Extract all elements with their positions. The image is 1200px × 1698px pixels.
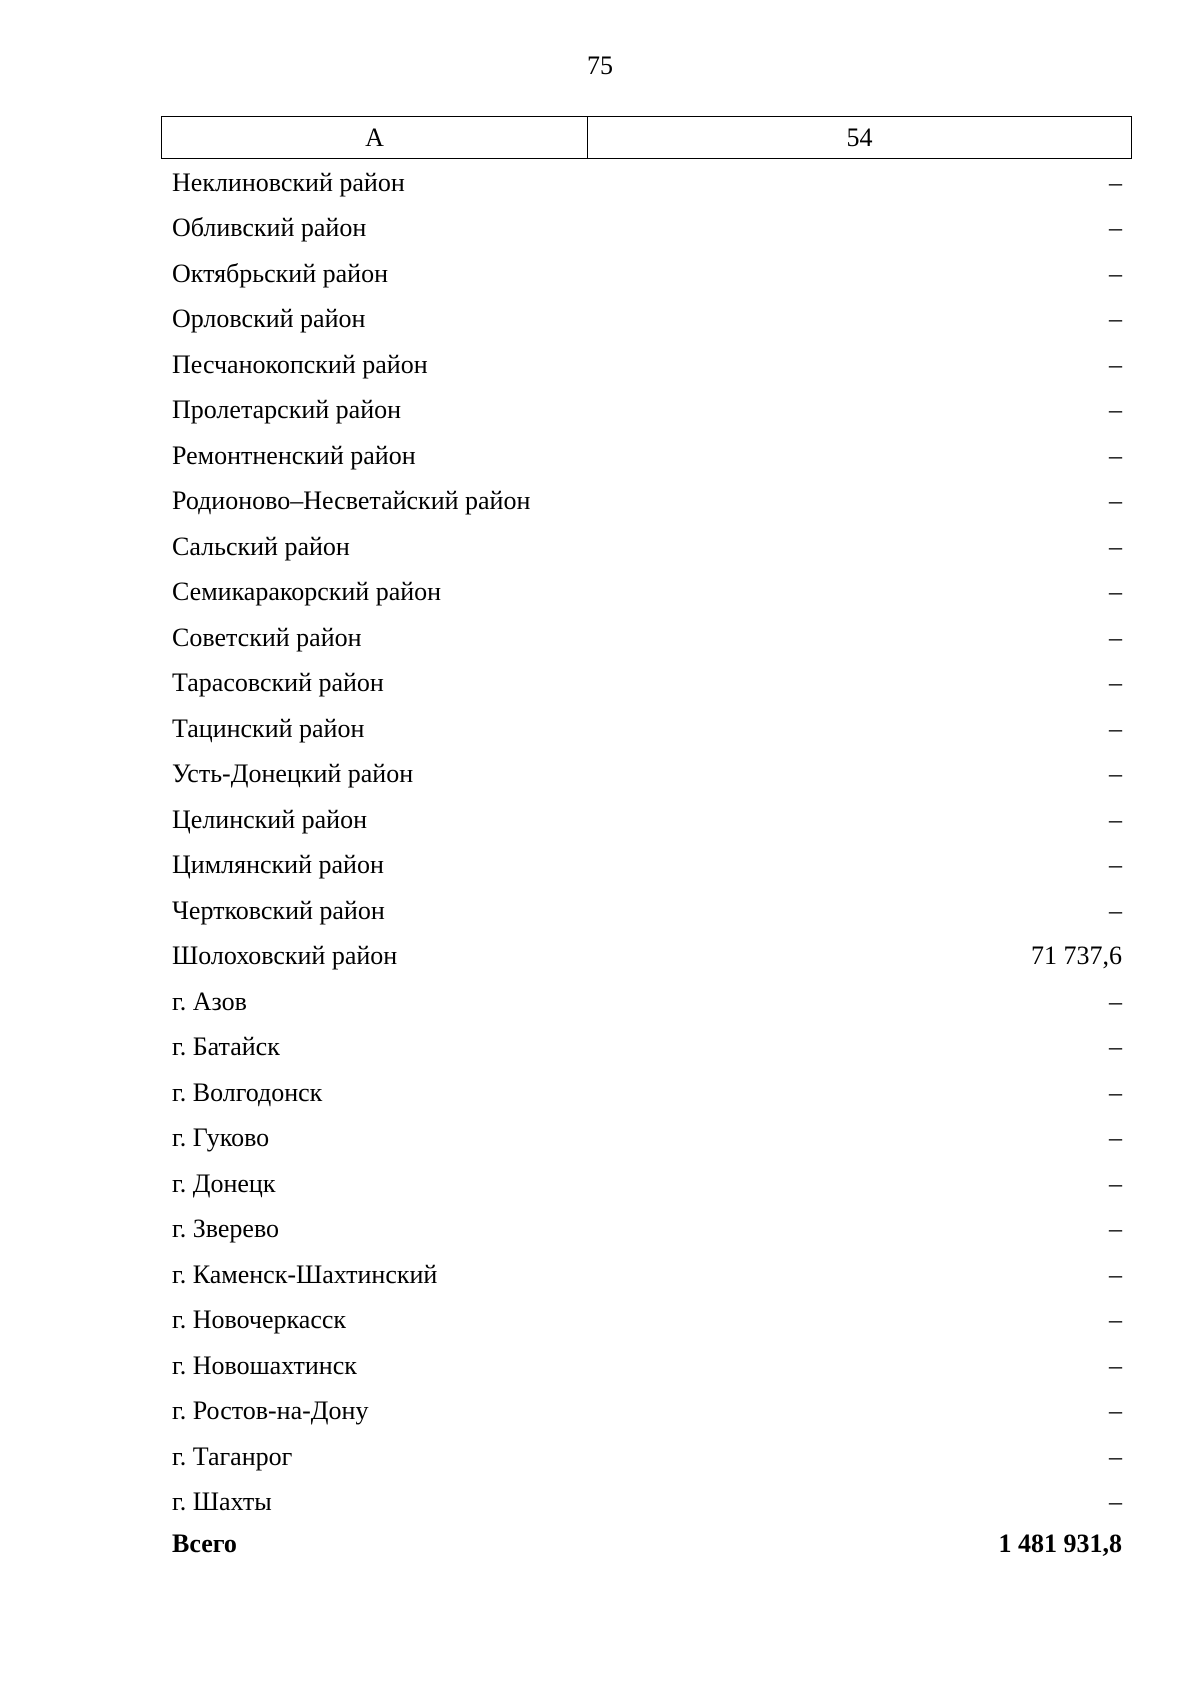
row-name: Октябрьский район bbox=[172, 258, 388, 288]
row-name: г. Новошахтинск bbox=[172, 1350, 357, 1380]
total-label: Всего bbox=[172, 1529, 237, 1558]
row-name: Ремонтненский район bbox=[172, 440, 416, 470]
page-number: 75 bbox=[587, 51, 613, 80]
table-row bbox=[172, 752, 1122, 798]
row-value: – bbox=[1109, 349, 1122, 379]
row-value: – bbox=[1109, 1214, 1122, 1244]
row-name: Усть-Донецкий район bbox=[172, 759, 414, 789]
row-name: Тацинский район bbox=[172, 713, 365, 743]
row-value: – bbox=[1109, 531, 1122, 561]
row-name: Советский район bbox=[172, 622, 362, 652]
row-name: Тарасовский район bbox=[172, 668, 384, 698]
row-value: – bbox=[1109, 167, 1122, 197]
table-row bbox=[172, 297, 1122, 343]
row-value: – bbox=[1109, 1032, 1122, 1062]
row-name: г. Ростов-на-Дону bbox=[172, 1396, 369, 1426]
row-name: г. Новочеркасск bbox=[172, 1305, 347, 1335]
table-row bbox=[172, 1298, 1122, 1344]
table-row bbox=[172, 388, 1122, 434]
table-row bbox=[172, 342, 1122, 388]
table-row bbox=[172, 979, 1122, 1025]
row-name: Родионово–Несветайский район bbox=[172, 486, 531, 516]
row-value: – bbox=[1109, 577, 1122, 607]
table-row bbox=[172, 433, 1122, 479]
row-value: – bbox=[1109, 713, 1122, 743]
row-value: – bbox=[1109, 1350, 1122, 1380]
row-name: Песчанокопский район bbox=[172, 349, 428, 379]
table-row bbox=[172, 524, 1122, 570]
row-value: – bbox=[1109, 895, 1122, 925]
row-value: – bbox=[1109, 304, 1122, 334]
table-row bbox=[172, 843, 1122, 889]
total-value: 1 481 931,8 bbox=[998, 1529, 1122, 1558]
total-row bbox=[172, 1525, 1122, 1563]
table-row bbox=[172, 706, 1122, 752]
table-row bbox=[172, 570, 1122, 616]
row-value: 71 737,6 bbox=[1031, 941, 1122, 971]
table-row bbox=[172, 661, 1122, 707]
row-name: Неклиновский район bbox=[172, 167, 405, 197]
row-name: Пролетарский район bbox=[172, 395, 402, 425]
data-rows bbox=[172, 160, 1122, 1563]
row-name: Цимлянский район bbox=[172, 850, 384, 880]
table-row bbox=[172, 1389, 1122, 1435]
row-value: – bbox=[1109, 850, 1122, 880]
row-name: г. Батайск bbox=[172, 1032, 280, 1062]
row-value: – bbox=[1109, 1077, 1122, 1107]
column-header-row bbox=[162, 117, 1132, 159]
table-row bbox=[172, 797, 1122, 843]
row-name: Семикаракорский район bbox=[172, 577, 442, 607]
row-value: – bbox=[1109, 258, 1122, 288]
row-name: Чертковский район bbox=[172, 895, 385, 925]
row-name: г. Волгодонск bbox=[172, 1077, 323, 1107]
row-name: г. Азов bbox=[172, 986, 247, 1016]
table-row bbox=[172, 1434, 1122, 1480]
table-row bbox=[172, 1343, 1122, 1389]
row-name: Орловский район bbox=[172, 304, 366, 334]
column-header-54: 54 bbox=[588, 117, 1132, 159]
table-row bbox=[172, 615, 1122, 661]
row-value: – bbox=[1109, 486, 1122, 516]
row-name: г. Зверево bbox=[172, 1214, 280, 1244]
row-value: – bbox=[1109, 1305, 1122, 1335]
row-name: г. Каменск-Шахтинский bbox=[172, 1259, 438, 1289]
table-row bbox=[172, 1116, 1122, 1162]
table-row bbox=[172, 1207, 1122, 1253]
row-value: – bbox=[1109, 213, 1122, 243]
row-value: – bbox=[1109, 668, 1122, 698]
table-row bbox=[172, 934, 1122, 980]
row-name: г. Таганрог bbox=[172, 1441, 293, 1471]
table-row bbox=[172, 479, 1122, 525]
row-name: г. Шахты bbox=[172, 1487, 272, 1517]
row-value: – bbox=[1109, 759, 1122, 789]
row-value: – bbox=[1109, 1487, 1122, 1517]
row-value: – bbox=[1109, 395, 1122, 425]
row-name: г. Гуково bbox=[172, 1123, 270, 1153]
row-value: – bbox=[1109, 1441, 1122, 1471]
table-row bbox=[172, 160, 1122, 206]
column-header-table bbox=[161, 116, 1132, 159]
row-name: Обливский район bbox=[172, 213, 367, 243]
row-value: – bbox=[1109, 986, 1122, 1016]
table-row bbox=[172, 251, 1122, 297]
row-value: – bbox=[1109, 1396, 1122, 1426]
row-name: г. Донецк bbox=[172, 1168, 276, 1198]
row-value: – bbox=[1109, 622, 1122, 652]
table-row bbox=[172, 1025, 1122, 1071]
table-row bbox=[172, 1480, 1122, 1526]
table-row bbox=[172, 1161, 1122, 1207]
row-value: – bbox=[1109, 1259, 1122, 1289]
row-name: Целинский район bbox=[172, 804, 367, 834]
table-row bbox=[172, 888, 1122, 934]
table-row bbox=[172, 206, 1122, 252]
row-value: – bbox=[1109, 1168, 1122, 1198]
row-name: Шолоховский район bbox=[172, 941, 398, 971]
table-row bbox=[172, 1252, 1122, 1298]
row-value: – bbox=[1109, 440, 1122, 470]
row-value: – bbox=[1109, 804, 1122, 834]
table-row bbox=[172, 1070, 1122, 1116]
row-name: Сальский район bbox=[172, 531, 350, 561]
column-header-a: А bbox=[162, 117, 588, 159]
row-value: – bbox=[1109, 1123, 1122, 1153]
